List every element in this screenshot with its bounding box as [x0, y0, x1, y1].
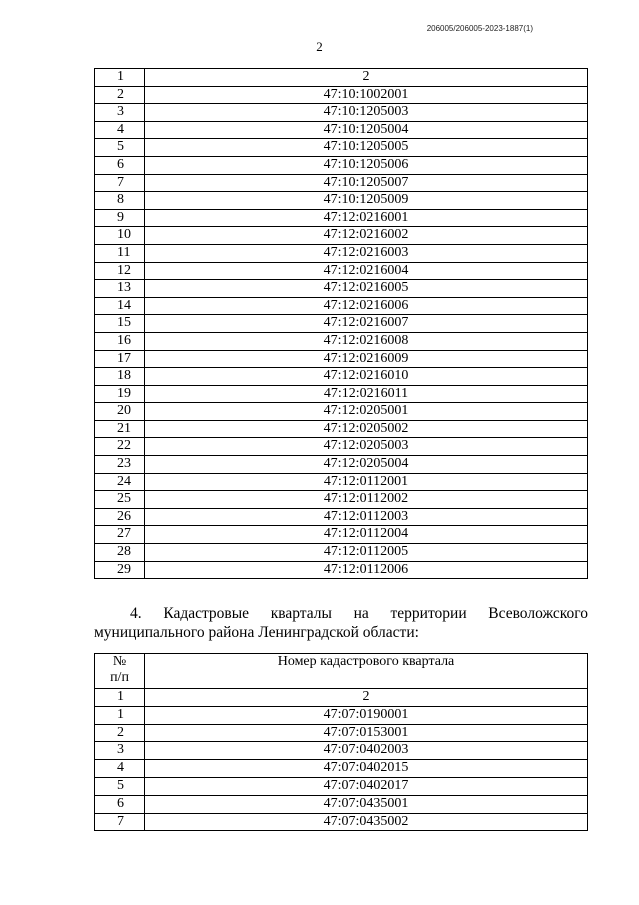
- cadastral-number-cell: 47:12:0112001: [145, 473, 588, 491]
- cadastral-number-cell: 47:12:0216010: [145, 368, 588, 386]
- cadastral-number-cell: 47:12:0216002: [145, 227, 588, 245]
- row-number-cell: 25: [95, 491, 145, 509]
- header-number-cell: [95, 654, 145, 689]
- row-number-cell: 26: [95, 508, 145, 526]
- table-row: [95, 139, 588, 157]
- header-number-sign: №: [112, 654, 127, 669]
- header-title-cell: Номер кадастрового квартала: [145, 654, 588, 689]
- row-number-cell: 3: [95, 742, 145, 760]
- row-number-cell: 2: [95, 86, 145, 104]
- cadastral-number-cell: 47:12:0216011: [145, 385, 588, 403]
- cadastral-number-cell: 47:07:0190001: [145, 706, 588, 724]
- cadastral-number-cell: 47:10:1205004: [145, 121, 588, 139]
- row-number-cell: 9: [95, 209, 145, 227]
- table-row: [95, 244, 588, 262]
- table-row: [95, 706, 588, 724]
- table-row: [95, 86, 588, 104]
- table-row: [95, 385, 588, 403]
- table-row: [95, 438, 588, 456]
- row-number-cell: 5: [95, 777, 145, 795]
- row-number-cell: 12: [95, 262, 145, 280]
- cadastral-number-cell: 47:07:0435002: [145, 813, 588, 831]
- cadastral-number-cell: 47:07:0402015: [145, 760, 588, 778]
- row-number-cell: 20: [95, 403, 145, 421]
- section-4-word: территории: [390, 605, 467, 622]
- cadastral-number-cell: 47:12:0216009: [145, 350, 588, 368]
- table-row: [95, 104, 588, 122]
- row-number-cell: 14: [95, 297, 145, 315]
- cadastral-number-cell: 47:07:0435001: [145, 795, 588, 813]
- cadastral-number-cell: 47:12:0216004: [145, 262, 588, 280]
- cadastral-number-cell: 47:10:1205007: [145, 174, 588, 192]
- row-number-cell: 6: [95, 795, 145, 813]
- table-row: [95, 174, 588, 192]
- table-row: [95, 456, 588, 474]
- table-row: [95, 368, 588, 386]
- row-number-cell: 7: [95, 813, 145, 831]
- table-row: [95, 491, 588, 509]
- table-row: [95, 262, 588, 280]
- table-header-row: [95, 654, 588, 689]
- section-4-word: на: [353, 605, 369, 622]
- table-row: [95, 724, 588, 742]
- cadastral-number-cell: 47:12:0112004: [145, 526, 588, 544]
- cadastral-number-cell: 47:12:0216008: [145, 332, 588, 350]
- section-4-paragraph: [94, 604, 588, 642]
- row-number-cell: 23: [95, 456, 145, 474]
- cadastral-number-cell: 47:10:1205003: [145, 104, 588, 122]
- cadastral-table-continued: [94, 68, 588, 579]
- table-row: [95, 332, 588, 350]
- table-row: [95, 209, 588, 227]
- section-4-word: 4.: [130, 605, 142, 622]
- table-row: [95, 280, 588, 298]
- section-4-line-1: [94, 604, 588, 623]
- section-4-word: кварталы: [270, 605, 332, 622]
- cadastral-number-cell: 47:12:0205003: [145, 438, 588, 456]
- cadastral-number-cell: 47:12:0112005: [145, 544, 588, 562]
- row-number-cell: 4: [95, 760, 145, 778]
- cadastral-number-cell: 47:12:0216005: [145, 280, 588, 298]
- cadastral-number-cell: 2: [145, 689, 588, 707]
- cadastral-number-cell: 2: [145, 69, 588, 87]
- table-row: [95, 192, 588, 210]
- row-number-cell: 7: [95, 174, 145, 192]
- cadastral-number-cell: 47:12:0216006: [145, 297, 588, 315]
- row-number-cell: 13: [95, 280, 145, 298]
- cadastral-number-cell: 47:12:0112003: [145, 508, 588, 526]
- table-row: [95, 526, 588, 544]
- row-number-cell: 17: [95, 350, 145, 368]
- cadastral-number-cell: 47:12:0205002: [145, 420, 588, 438]
- table-row: [95, 508, 588, 526]
- section-4-word: Всеволожского: [488, 605, 588, 622]
- row-number-cell: 18: [95, 368, 145, 386]
- row-number-cell: 15: [95, 315, 145, 333]
- cadastral-number-cell: 47:10:1205006: [145, 156, 588, 174]
- table-row: [95, 544, 588, 562]
- section-4-line-2: муниципального района Ленинградской области:: [94, 624, 419, 641]
- row-number-cell: 16: [95, 332, 145, 350]
- table-row: [95, 156, 588, 174]
- table-row: [95, 420, 588, 438]
- row-number-cell: 5: [95, 139, 145, 157]
- row-number-cell: 8: [95, 192, 145, 210]
- row-number-cell: 2: [95, 724, 145, 742]
- row-number-cell: 24: [95, 473, 145, 491]
- cadastral-number-cell: 47:12:0216001: [145, 209, 588, 227]
- cadastral-number-cell: 47:12:0216007: [145, 315, 588, 333]
- row-number-cell: 6: [95, 156, 145, 174]
- table-row: [95, 315, 588, 333]
- cadastral-number-cell: 47:12:0216003: [145, 244, 588, 262]
- table-row: [95, 297, 588, 315]
- table-row: [95, 473, 588, 491]
- cadastral-number-cell: 47:12:0112002: [145, 491, 588, 509]
- page-number: 2: [316, 39, 323, 54]
- table-row: [95, 777, 588, 795]
- cadastral-number-cell: 47:12:0205004: [145, 456, 588, 474]
- table-row: [95, 403, 588, 421]
- row-number-cell: 3: [95, 104, 145, 122]
- row-number-cell: 21: [95, 420, 145, 438]
- section-4-word: Кадастровые: [163, 605, 250, 622]
- row-number-cell: 29: [95, 561, 145, 579]
- row-number-cell: 1: [95, 69, 145, 87]
- table-row: [95, 813, 588, 831]
- row-number-cell: 1: [95, 706, 145, 724]
- row-number-cell: 10: [95, 227, 145, 245]
- row-number-cell: 1: [95, 689, 145, 707]
- table-row: [95, 227, 588, 245]
- column-index-row: [95, 689, 588, 707]
- row-number-cell: 19: [95, 385, 145, 403]
- cadastral-number-cell: 47:07:0153001: [145, 724, 588, 742]
- row-number-cell: 27: [95, 526, 145, 544]
- table-row: [95, 742, 588, 760]
- row-number-cell: 11: [95, 244, 145, 262]
- document-id: 206005/206005-2023-1887(1): [426, 24, 533, 33]
- cadastral-number-cell: 47:07:0402003: [145, 742, 588, 760]
- table-row: [95, 795, 588, 813]
- table-row: [95, 121, 588, 139]
- cadastral-number-cell: 47:10:1205005: [145, 139, 588, 157]
- table-row: [95, 350, 588, 368]
- cadastral-number-cell: 47:12:0205001: [145, 403, 588, 421]
- header-number-pp: п/п: [110, 670, 129, 685]
- table-row: [95, 561, 588, 579]
- row-number-cell: 22: [95, 438, 145, 456]
- column-index-row: [95, 69, 588, 87]
- cadastral-number-cell: 47:10:1002001: [145, 86, 588, 104]
- cadastral-number-cell: 47:12:0112006: [145, 561, 588, 579]
- cadastral-number-cell: 47:07:0402017: [145, 777, 588, 795]
- row-number-cell: 28: [95, 544, 145, 562]
- vsevolozhsky-cadastral-table: [94, 653, 588, 831]
- row-number-cell: 4: [95, 121, 145, 139]
- cadastral-number-cell: 47:10:1205009: [145, 192, 588, 210]
- table-row: [95, 760, 588, 778]
